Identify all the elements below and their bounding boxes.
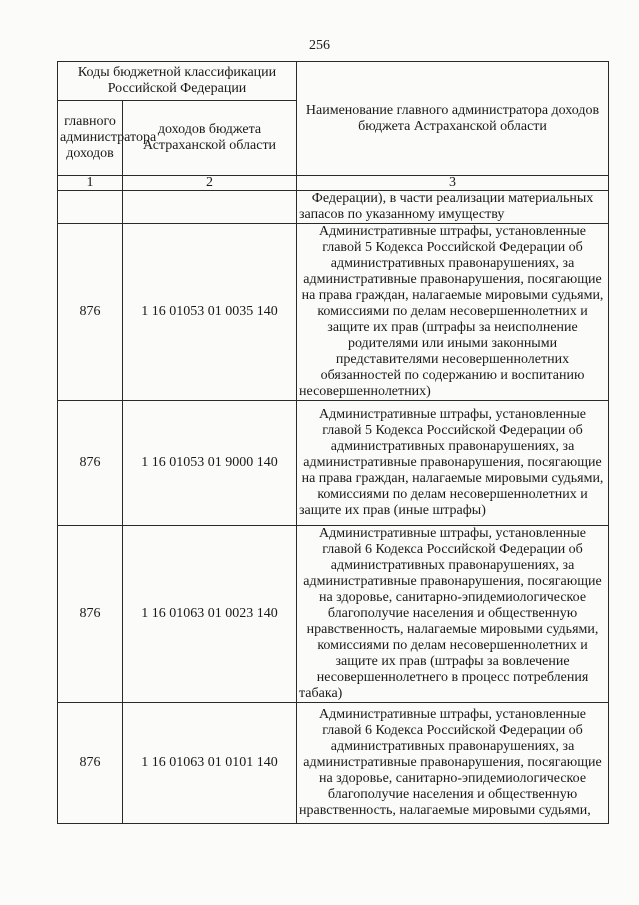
table-row bbox=[58, 224, 609, 401]
header-col1: главного администратора доходов bbox=[58, 101, 123, 176]
cell-description: Административные штрафы, установленные главой 5 Кодекса Российской Федерации об административных правонарушениях, за административные правонарушения, посягающие на права граждан, налагаемые мировыми судьями, комиссиями по делам несовершеннолетних и защите их прав (иные штрафы) bbox=[297, 401, 609, 526]
cell-income-code: 1 16 01063 01 0101 140 bbox=[123, 703, 297, 824]
cell-description: Административные штрафы, установленные главой 6 Кодекса Российской Федерации об административных правонарушениях, за административные правонарушения, посягающие на здоровье, санитарно-эпидемиологическое благополучие населения и общественную нравственность, налагаемые мировыми судьями, комиссиями по делам несовершеннолетних и защите их прав (штрафы за вовлечение несовершеннолетнего в процесс потребления табака) bbox=[297, 526, 609, 703]
budget-classification-table bbox=[57, 61, 609, 824]
cell-admin-code: 876 bbox=[58, 703, 123, 824]
cell-income-code bbox=[123, 191, 297, 224]
header-row-group bbox=[58, 62, 609, 101]
cell-admin-code bbox=[58, 191, 123, 224]
cell-admin-code: 876 bbox=[58, 526, 123, 703]
header-num3: 3 bbox=[297, 176, 609, 191]
cell-admin-code: 876 bbox=[58, 224, 123, 401]
header-num2: 2 bbox=[123, 176, 297, 191]
header-col3: Наименование главного администратора доходов бюджета Астраханской области bbox=[297, 62, 609, 176]
cell-description: Административные штрафы, установленные главой 5 Кодекса Российской Федерации об административных правонарушениях, за административные правонарушения, посягающие на права граждан, налагаемые мировыми судьями, комиссиями по делам несовершеннолетних и защите их прав (штрафы за неисполнение родителями или иными законными представителями несовершеннолетних обязанностей по содержанию и воспитанию несовершеннолетних) bbox=[297, 224, 609, 401]
cell-description: Административные штрафы, установленные главой 6 Кодекса Российской Федерации об административных правонарушениях, за административные правонарушения, посягающие на здоровье, санитарно-эпидемиологическое благополучие населения и общественную нравственность, налагаемые мировыми судьями, bbox=[297, 703, 609, 824]
header-row-numbers bbox=[58, 176, 609, 191]
cell-income-code: 1 16 01053 01 9000 140 bbox=[123, 401, 297, 526]
table-row-continuation bbox=[58, 191, 609, 224]
cell-income-code: 1 16 01053 01 0035 140 bbox=[123, 224, 297, 401]
table-row bbox=[58, 703, 609, 824]
header-col2: доходов бюджета Астраханской области bbox=[123, 101, 297, 176]
cell-admin-code: 876 bbox=[58, 401, 123, 526]
header-group-title: Коды бюджетной классификации Российской Федерации bbox=[58, 62, 297, 101]
header-num1: 1 bbox=[58, 176, 123, 191]
table-row bbox=[58, 401, 609, 526]
table-row bbox=[58, 526, 609, 703]
cell-description: Федерации), в части реализации материальных запасов по указанному имуществу bbox=[297, 191, 609, 224]
cell-income-code: 1 16 01063 01 0023 140 bbox=[123, 526, 297, 703]
page-number: 256 bbox=[309, 38, 330, 53]
